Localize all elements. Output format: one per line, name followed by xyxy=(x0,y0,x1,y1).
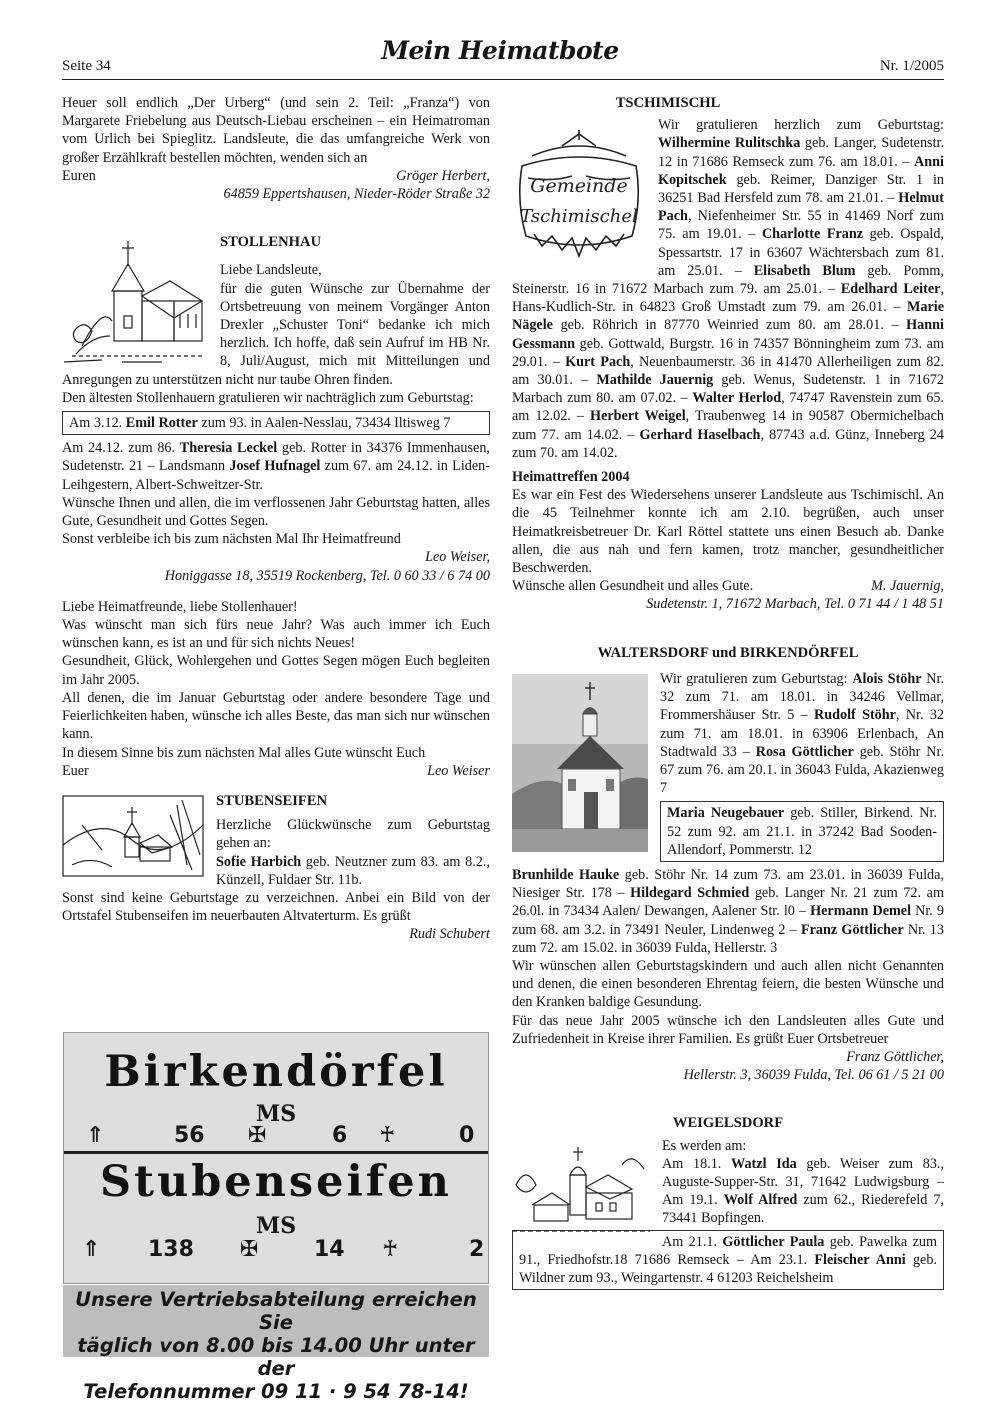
tschimischl-section xyxy=(512,94,944,614)
waltersdorf-signature: Franz Göttlicher, xyxy=(846,1048,944,1065)
stubenseifen-intro: Herzliche Glückwünsche zum Geburtstag gehen an: xyxy=(216,817,490,852)
seal-text-1: Gemeinde xyxy=(530,175,628,198)
intro-address: 64859 Eppertshausen, Nieder-Röder Straße 32 xyxy=(223,186,490,203)
stubenseifen-text: Sonst sind keine Geburtstage zu verzeichnen. Anbei ein Bild von der Ortstafel Stubenseifen im neuerbauten Altvaterturm. Es grüßt Rudi Schubert xyxy=(62,889,490,943)
arrow-icon: ⇑ xyxy=(82,1237,101,1262)
stollenhau-text: für die guten Wünsche zur Übernahme der Ortsbetreuung von meinem Vorgänger Anton Drexler „Schuster Toni“ bedanke ich mich herzlich. Ich hoffe, daß sein Aufruf im HB Nr. 8, Juli/August, mich mit Mitteilungen und Anregungen zu unterstützen nicht nur taube Ohren finden. xyxy=(62,280,490,388)
note-greeting: Liebe Heimatfreunde, liebe Stollenhauer! xyxy=(62,598,298,615)
tschimischl-report: Es war ein Fest des Wiedersehens unserer Landsleute aus Tschimischl. An die 45 Teilnehmer konnte ich am 2.10. begrüßen, auch unser Heimatkreisbetreuer Dr. Karl Röttel stattete uns einen Besuch ab. Danke allen, die aus nah und fern kamen, trotz mancher, gesundheitlicher Beschwerden. xyxy=(512,487,944,577)
arrow-icon: ⇑ xyxy=(86,1123,105,1148)
sales-banner: Unsere Vertriebsabteilung erreichen Sie täglich von 8.00 bis 14.00 Uhr unter der Telefonnummer 09 11 · 9 54 78-14! xyxy=(63,1285,489,1357)
weigelsdorf-intro: Es werden am: xyxy=(662,1137,747,1154)
stubenseifen-section xyxy=(62,792,490,943)
weigelsdorf-section xyxy=(512,1114,944,1290)
seal-icon xyxy=(512,126,646,266)
stollenhau-wishes: Wünsche Ihnen und allen, die im verflossenen Jahr Geburtstag hatten, alles Gute, Gesundheit und Gottes Segen. xyxy=(62,494,490,530)
tschimischl-subtitle: Heimattreffen 2004 xyxy=(512,469,630,486)
waltersdorf-birthdays: Wir gratulieren zum Geburtstag: Alois Stöhr Nr. 32 zum 71. am 18.01. in 34246 Vellmar, Frommershäuser Str. 5 – Rudolf Stöhr, Nr. 32 zum 71. am 18.01. in 63906 Erlenbach, An Stadtwald 33 – Rosa Göttlicher geb. Stöhr Nr. 67 zum 76. am 20.1. in 36043 Fulda, Akazienweg 7 xyxy=(660,670,945,797)
stollenhau-birthdays: Am 24.12. zum 86. Theresia Leckel geb. Rotter in 34376 Immenhausen, Sudetenstr. 21 – Landsmann Josef Hufnagel zum 67. am 24.12. in Liden-Leihgestern, Albert-Schweitzer-Str. xyxy=(62,440,490,493)
stubenseifen-title: STUBENSEIFEN xyxy=(216,792,328,809)
waltersdorf-highlight-box: Maria Neugebauer geb. Stiller, Birkend. Nr. 52 zum 92. am 21.1. in 37242 Bad Sooden-Allendorf, Pommerstr. 12 xyxy=(660,801,944,862)
note-text-2: Gesundheit, Glück, Wohlergehen und Gottes Segen mögen Euch begleiten im Jahr 2005. xyxy=(62,653,490,688)
note-text-1: Was wünscht man sich fürs neue Jahr? Was auch immer ich Euch wünschen kann, es ist an und für sich nichts Neues! xyxy=(62,617,490,652)
town-sign-photo: Birkendörfel MS ⇑ 56 ✠ 6 ♰ 0 Stubenseifen MS ⇑ 138 ✠ 14 ♰ 2 xyxy=(63,1032,489,1284)
stollenhau-closing: Sonst verbleibe ich bis zum nächsten Mal Ihr Heimatfreund xyxy=(62,531,401,548)
waltersdorf-address: Hellerstr. 3, 36039 Fulda, Tel. 06 61 / 5 21 00 xyxy=(683,1067,944,1084)
stollenhau-address: Honiggasse 18, 35519 Rockenberg, Tel. 0 60 33 / 6 74 00 xyxy=(164,567,490,584)
village-sketch-icon xyxy=(62,795,204,877)
church-sketch-icon xyxy=(62,236,208,366)
right-column xyxy=(512,94,944,1290)
village-church-sketch-icon xyxy=(512,1145,650,1237)
waltersdorf-newyear: Für das neue Jahr 2005 wünsche ich den Landsleuten alles Gute und Zufriedenheit in Kreise ihrer Familien. Es grüßt Euer Ortsbetreuer xyxy=(512,1012,944,1047)
intro-signature: Gröger Herbert, xyxy=(396,167,490,184)
cross-icon: ♰ xyxy=(382,1237,399,1262)
iron-cross-icon: ✠ xyxy=(240,1237,259,1262)
seal-text-2: Tschimischel xyxy=(520,206,638,228)
stollenhau-text-2: Den ältesten Stollenhauern gratulieren wir nachträglich zum Geburtstag: xyxy=(62,389,474,406)
chapel-photo xyxy=(512,674,648,852)
sign-ms-2: MS xyxy=(255,1213,297,1239)
header-rule xyxy=(62,79,944,80)
sign-line-2: Stubenseifen xyxy=(100,1157,452,1207)
tschimischl-birthdays: Wir gratulieren herzlich zum Geburtstag: Wilhermine Rulitschka geb. Langer, Sudetenstr. 12 in 71686 Remseck zum 76. am 18.01. – Anni Kopitschek geb. Reimer, Danziger Str. 1 in 36251 Bad Hersfeld zum 78. am 21.01. – Helmut Pach, Niefenheimer Str. 55 in 41469 Norf zum 75. am 19.01. – Charlotte Franz geb. Ospald, Spessartstr. 17 in 63607 Wächtersbach zum 81. am 25.01. – Elisabeth Blum geb. Pomm, Steinerstr. 16 in 71672 Marbach zum 79. am 25.01. – Edelhard Leiter, Hans-Kudlich-Str. in 64823 Groß Umstadt zum 79. am 26.01. – Marie Nägele geb. Röhrich in 87770 Weinried zum 80. am 28.01. – Hanni Gessmann geb. Gottwald, Burgstr. 16 in 74357 Bönningheim zum 73. am 29.01. – Kurt Pach, Neuenbaumerstr. 36 in 41470 Allerheiligen zum 82. am 30.01. – Mathilde Jauernig geb. Wenus, Sudetenstr. 1 in 71672 Marbach zum 80. am 07.02. – Walter Herlod, 74747 Ravenstein zum 65. am 12.02. – Herbert Weigel, Traubenweg 14 in 90587 Obermichelbach zum 77. am 14.02. – Gerhard Haselbach, 87743 a.d. Günz, Inneberg 24 zum 70. am 14.02. xyxy=(512,117,945,461)
sign-ms-1: MS xyxy=(255,1101,297,1127)
intro-text: Heuer soll endlich „Der Urberg“ (und sein 2. Teil: „Franza“) von Margarete Friebelung aus Deutsch-Liebau erscheinen – ein Heimatroman vom Urlich bei Spieglitz. Landsleute, die das umfangreiche Werk von großer Erzählkraft bestellen möchten, wenden sich an xyxy=(62,95,490,166)
waltersdorf-birthdays-2: Brunhilde Hauke geb. Stöhr Nr. 14 zum 73. am 23.01. in 36039 Fulda, Niesiger Str. 178 – Hildegard Schmied geb. Langer Nr. 21 zum 72. am 26.0l. in 73434 Aalen/ Dewangen, Aalener Str. l0 – Hermann Demel Nr. 9 zum 68. am 3.2. in 73491 Neuler, Lindenweg 2 – Franz Göttlicher Nr. 13 zum 72. am 15.02. in 36039 Fulda, Hellerstr. 3 xyxy=(512,866,944,956)
waltersdorf-title: WALTERSDORF und BIRKENDÖRFEL xyxy=(597,644,859,661)
stollenhau-signature: Leo Weiser, xyxy=(425,549,490,566)
note-text-3: All denen, die im Januar Geburtstag oder andere besondere Tage und Feierlichkeiten haben, wünsche ich alles Beste, das man sich nur wünschen kann. xyxy=(62,689,490,743)
weigelsdorf-birthdays: Am 18.1. Watzl Ida geb. Weiser zum 83., Auguste-Supper-Str. 31, 71642 Ludwigsburg – Am 19.1. Wolf Alfred zum 62., Riederefeld 7, 73441 Bopfingen. xyxy=(662,1155,945,1227)
highlight-box: Am 3.12. Emil Rotter zum 93. in Aalen-Nesslau, 73434 Iltisweg 7 xyxy=(62,411,490,435)
stollenhau-greeting: Liebe Landsleute, xyxy=(220,262,322,279)
note-signature-line: Euer Leo Weiser xyxy=(62,762,490,779)
intro-signature-line xyxy=(62,167,490,185)
weigelsdorf-title: WEIGELSDORF xyxy=(672,1115,784,1132)
cross-icon: ♰ xyxy=(379,1123,396,1148)
iron-cross-icon: ✠ xyxy=(248,1123,267,1148)
tschimischl-title: TSCHIMISCHL xyxy=(615,95,721,111)
stubenseifen-birthday: Sofie Harbich geb. Neutzner zum 83. am 8.2., Künzell, Fuldaer Str. 11b. xyxy=(216,853,490,888)
intro-end: Euren xyxy=(62,167,96,184)
weigelsdorf-highlight-box: Am 21.1. Göttlicher Paula geb. Pawelka zum 91., Friedhofstr.18 71686 Remseck – Am 23.1. Fleischer Anni geb. Wildner zum 93., Weingartenstr. 4 61203 Reichelsheim xyxy=(512,1230,944,1291)
page-number: Seite 34 xyxy=(62,58,111,74)
tschimischl-address: Sudetenstr. 1, 71672 Marbach, Tel. 0 71 44 / 1 48 51 xyxy=(646,596,944,613)
stollenhau-title: STOLLENHAU xyxy=(220,234,322,251)
waltersdorf-wishes: Wir wünschen allen Geburtstagskindern und auch allen nicht Genannten und denen, die einen besonderen Ehrentag feiern, die besten Wünsche und den Kranken baldige Gesundung. xyxy=(512,957,944,1011)
sign-line-1: Birkendörfel xyxy=(104,1047,448,1097)
left-column xyxy=(62,94,490,944)
tschimischl-signature-line: Wünsche allen Gesundheit und alles Gute. M. Jauernig, xyxy=(512,578,944,595)
masthead-title: Mein Heimatbote xyxy=(381,36,619,65)
note-text-4: In diesem Sinne bis zum nächsten Mal alles Gute wünscht Euch xyxy=(62,744,426,761)
waltersdorf-section xyxy=(512,644,944,1085)
issue-number: Nr. 1/2005 xyxy=(879,58,944,74)
stollenhau-section xyxy=(62,233,490,780)
